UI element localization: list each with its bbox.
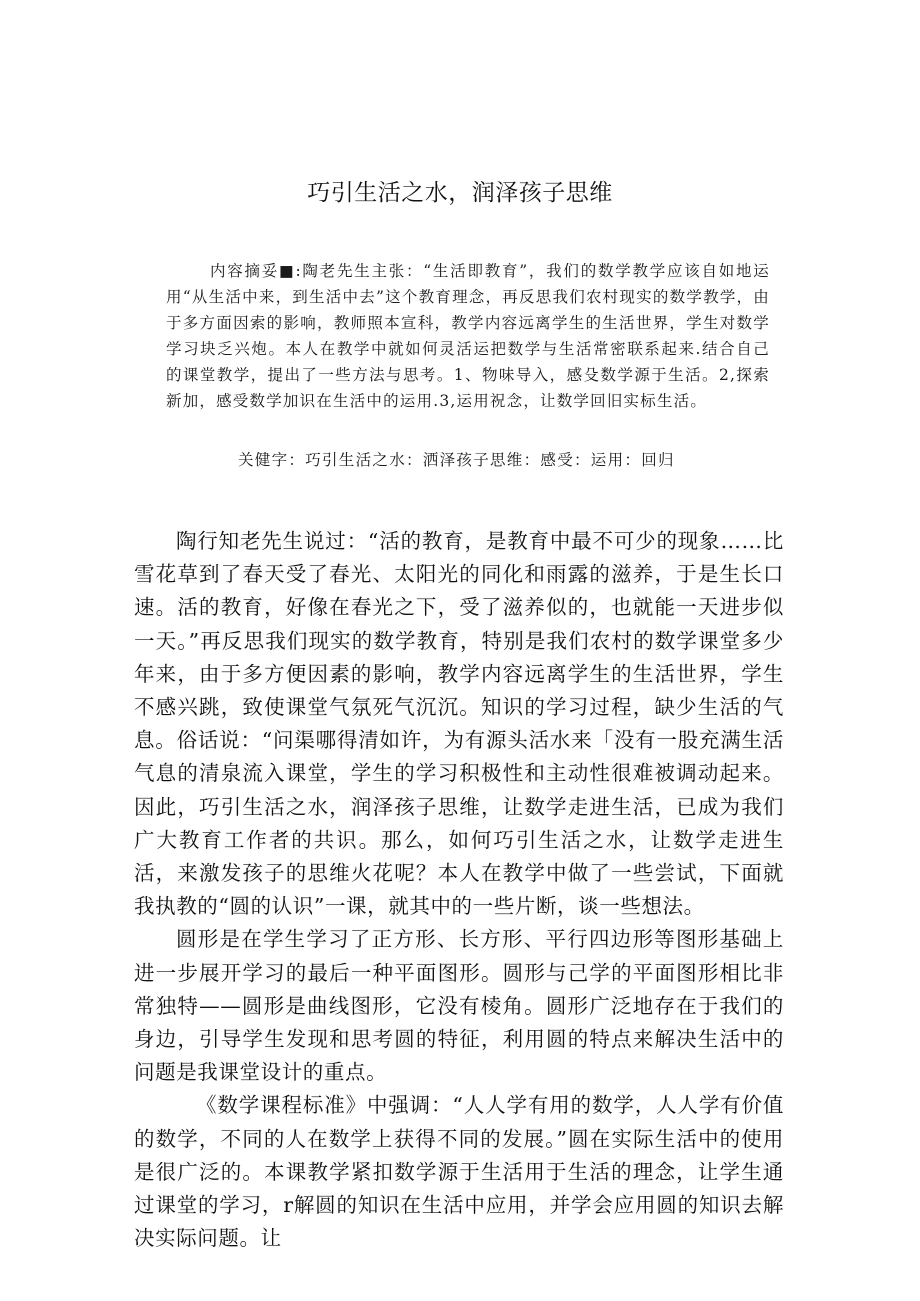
body-paragraph: 圆形是在学生学习了正方形、长方形、平行四边形等图形基础上进一步展开学习的最后一种平面图形。圆形与己学的平面图形相比非常独特——圆形是曲线图形，它没有棱角。圆形广泛地存在于我们的身边，引导学生发现和思考圆的特征，利用圆的特点来解决生活中的问题是我课堂设计的重点。 [134,927,784,1085]
body-text [134,525,784,1255]
keywords: 关健字：巧引生活之水：洒泽孩子思维：感受：运用：回归 [238,451,675,469]
body-paragraph: 陶行知老先生说过：“活的教育，是教育中最不可少的现象……比雪花草到了春天受了春光、太阳光的同化和雨露的滋养，于是生长口速。活的教育，好像在春光之下，受了滋养似的，也就能一天进步似一天。”再反思我们现实的数学教育，特别是我们农村的数学课堂多少年来，由于多方便因素的影响，教学内容远离学生的生活世界，学生不感兴跳，致使课堂气氛死气沉沉。知识的学习过程，缺少生活的气息。俗话说：“问渠哪得清如许，为有源头活水来「没有一股充满生活气息的清泉流入课堂，学生的学习积极性和主动性很难被调动起来。因此，巧引生活之水，润泽孩子思维，让数学走进生活，已成为我们广大教育工作者的共识。那么，如何巧引生活之水，让数学走进生活，来激发孩子的思维火花呢？本人在教学中做了一些尝试，下面就我执教的“圆的认识”一课，就其中的一些片断，谈一些想法。 [134,529,784,919]
body-paragraph: 《数学课程标准》中强调：“人人学有用的数学，人人学有价值的数学，不同的人在数学上获得不同的发展。”圆在实际生活中的使用是很广泛的。本课教学紧扣数学源于生活用于生活的理念，让学生通过课堂的学习，r解圆的知识在生活中应用，并学会应用圆的知识去解决实际问题。让 [134,1093,784,1251]
abstract: 内容摘妥■:陶老先生主张：“生活即教育”，我们的数学教学应该自如地运用“从生活中来，到生活中去”这个教育理念，再反思我们农村现实的数学教学，由于多方面因索的影响，教师照本宣科，教学内容远离学生的生活世界，学生对数学学习块乏兴炮。本人在教学中就如何灵活运把数学与生活常密联系起来.结合自己的课堂教学，提出了一些方法与思考。1、物味导入，感殳数学源于生活。2,探索新加，感受数学加识在生活中的运用.3,运用祝念，让数学回旧实标生活。 [166,262,770,410]
document-title: 巧引生活之水，润泽孩子思维 [307,180,613,206]
